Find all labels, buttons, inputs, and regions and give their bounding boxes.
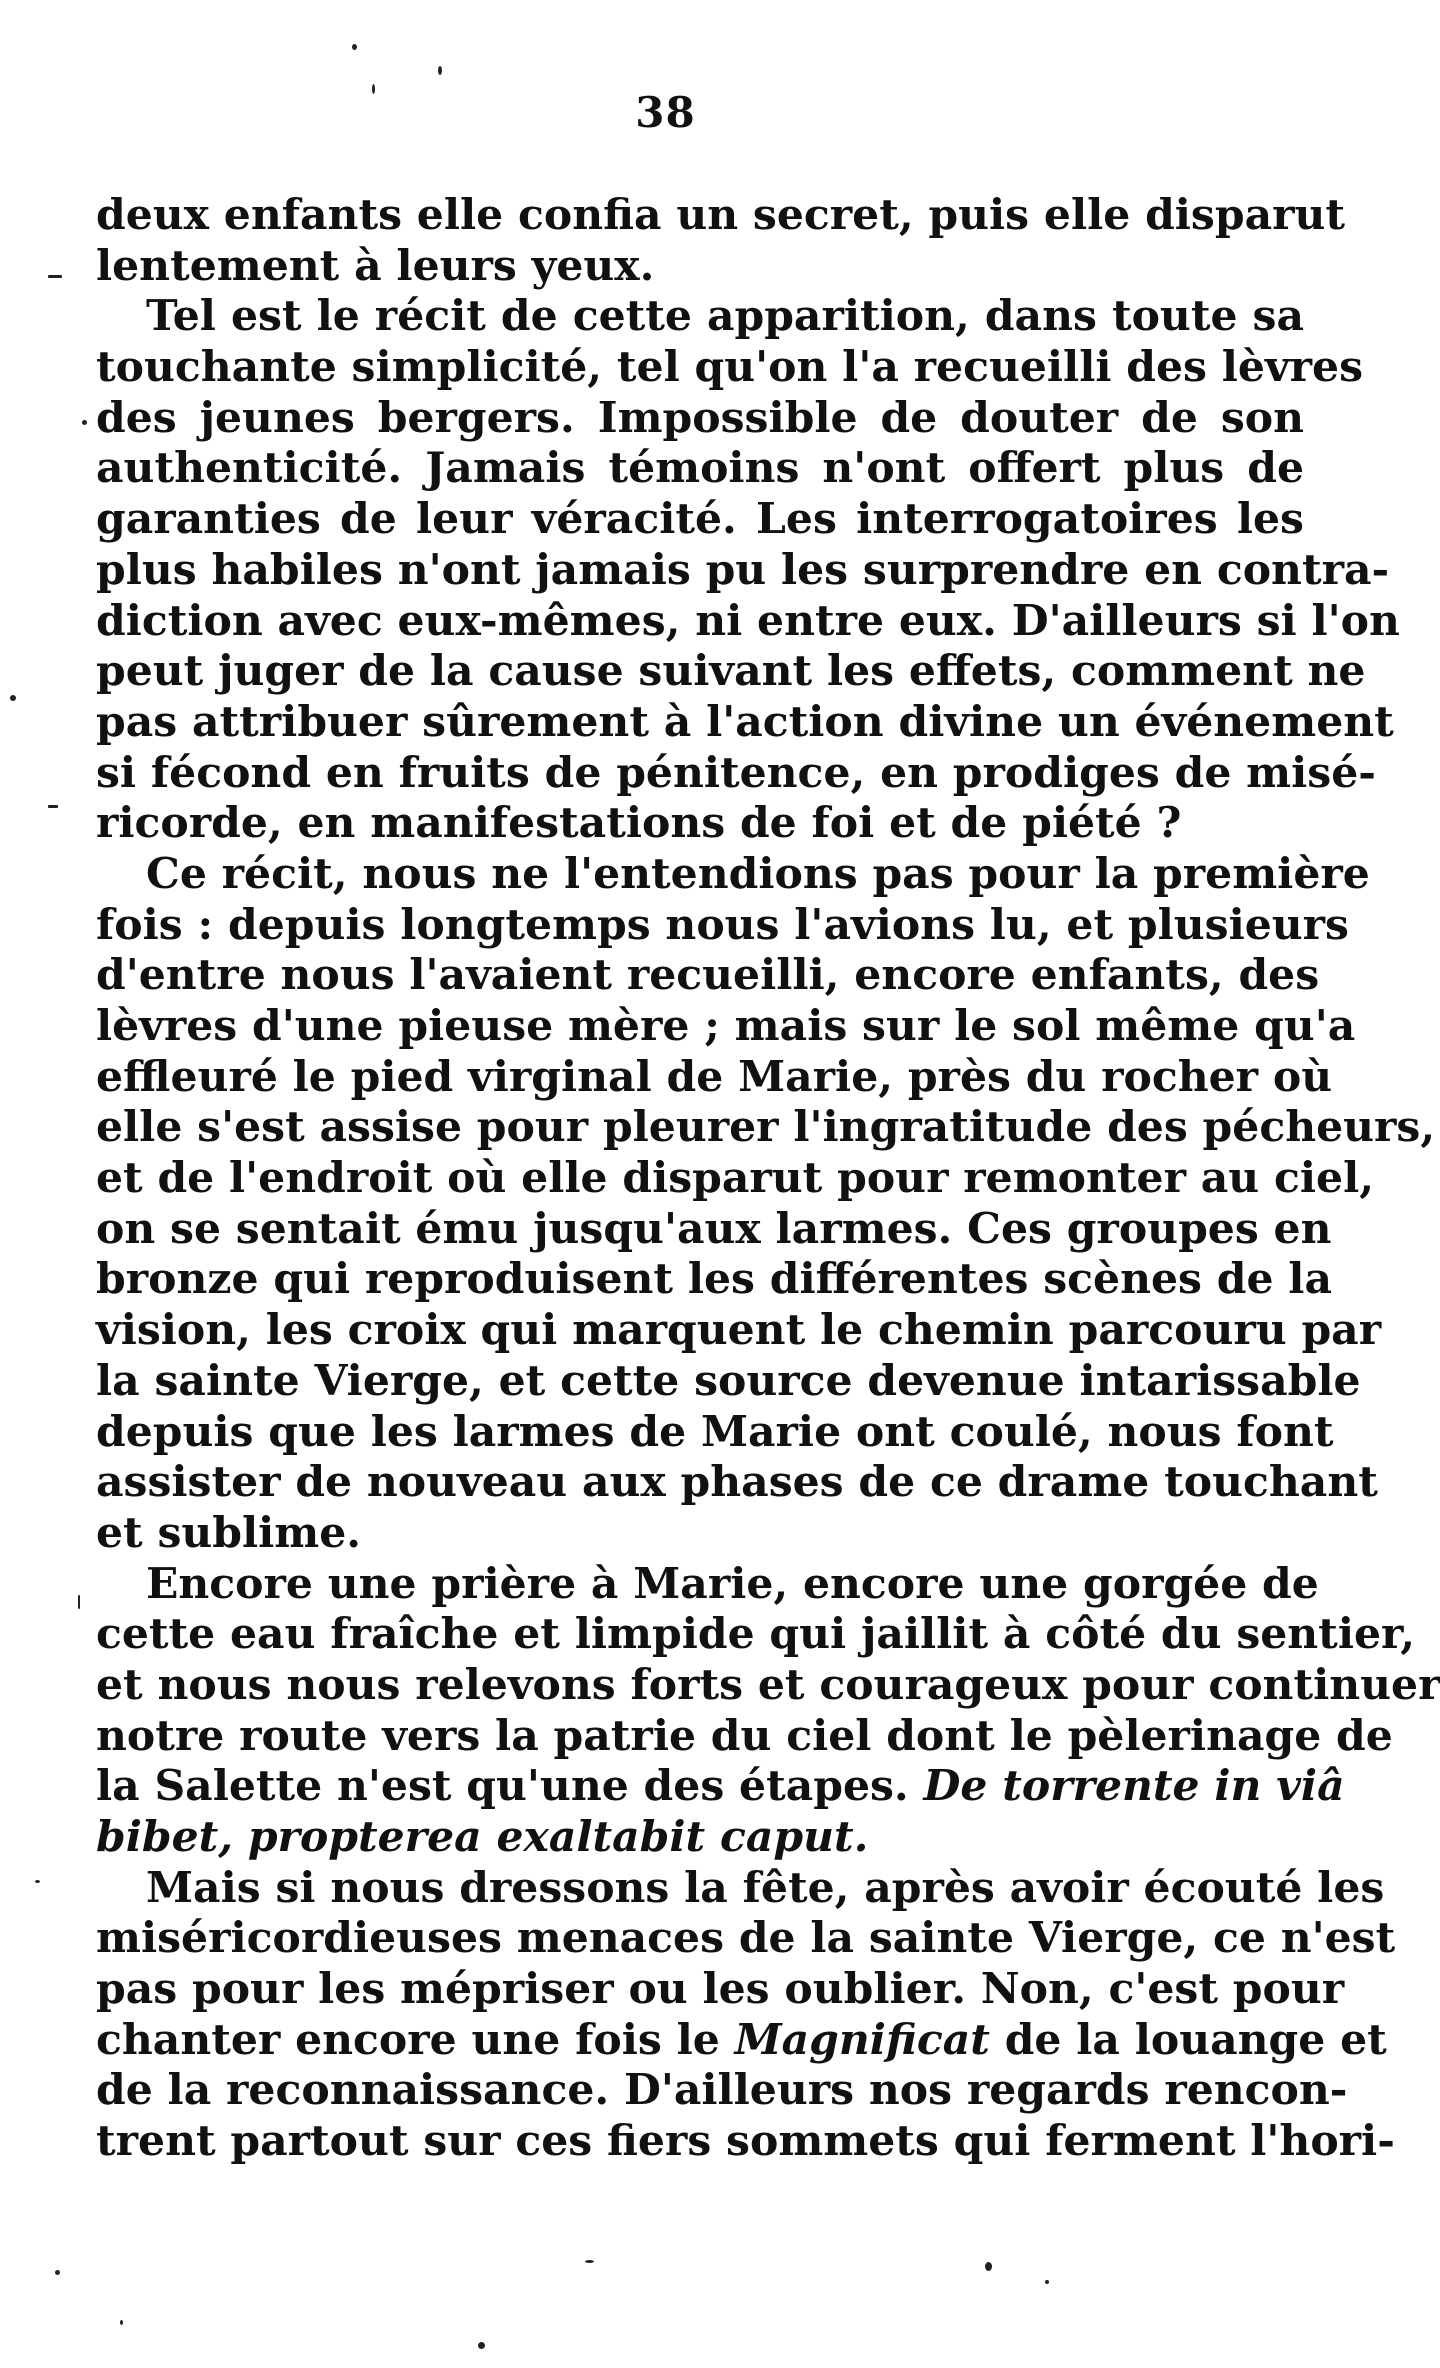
text-line: lèvres d'une pieuse mère ; mais sur le sol même qu'a [96, 1001, 1356, 1051]
text-line: effleuré le pied virginal de Marie, près du rocher où [96, 1051, 1333, 1102]
text-line: Ce récit, nous ne l'entendions pas pour la première [146, 848, 1370, 899]
text-line-mixed [96, 2014, 1387, 2066]
text-line: la sainte Vierge, et cette source devenue intarissable [96, 1355, 1361, 1406]
text-line: ricorde, en manifestations de foi et de piété ? [96, 798, 1182, 849]
text-line: touchante simplicité, tel qu'on l'a recueilli des lèvres [96, 342, 1364, 393]
text-line: et nous nous relevons forts et courageux pour continuer [96, 1659, 1440, 1710]
text-line: plus habiles n'ont jamais pu les surprendre en contra- [96, 544, 1390, 595]
latin-quote-line: bibet, propterea exaltabit caput. [96, 1812, 869, 1862]
text-line: diction avec eux-mêmes, ni entre eux. D'ailleurs si l'on [96, 595, 1400, 646]
scan-speck [438, 66, 442, 75]
page-number: 38 [635, 88, 696, 137]
text-line: peut juger de la cause suivant les effets, comment ne [96, 646, 1366, 697]
scan-speck [372, 84, 375, 94]
text-line: pas attribuer sûrement à l'action divine un événement [96, 696, 1394, 747]
scan-speck [985, 2262, 992, 2271]
scan-speck [10, 695, 16, 701]
scan-speck [478, 2342, 485, 2349]
text-line: et de l'endroit où elle disparut pour remonter au ciel, [96, 1153, 1375, 1204]
scan-speck [55, 2270, 60, 2275]
text-line: authenticité. Jamais témoins n'ont offert plus de [96, 443, 1304, 494]
text-line: fois : depuis longtemps nous l'avions lu, et plusieurs [96, 899, 1349, 950]
scan-speck [120, 2320, 123, 2325]
latin-quote: De torrente in viâ [923, 1761, 1345, 1812]
text-segment: chanter encore une fois le [96, 2014, 720, 2065]
text-line: Tel est le récit de cette apparition, dans toute sa [146, 291, 1304, 342]
text-line: miséricordieuses menaces de la sainte Vierge, ce n'est [96, 1913, 1396, 1964]
scan-speck [48, 805, 58, 808]
text-segment: la Salette n'est qu'une des étapes. [96, 1761, 909, 1812]
text-line: Encore une prière à Marie, encore une gorgée de [146, 1558, 1319, 1609]
text-line: et sublime. [96, 1507, 362, 1558]
text-line: lentement à leurs yeux. [96, 240, 655, 291]
text-line: trent partout sur ces fiers sommets qui ferment l'hori- [96, 2116, 1395, 2167]
text-line: elle s'est assise pour pleurer l'ingratitude des pécheurs, [96, 1102, 1436, 1153]
text-line: si fécond en fruits de pénitence, en prodiges de misé- [96, 747, 1376, 798]
scan-speck [352, 44, 357, 50]
scan-speck [35, 1880, 40, 1883]
text-line: notre route vers la patrie du ciel dont le pèlerinage de [96, 1710, 1393, 1761]
text-line: assister de nouveau aux phases de ce drame touchant [96, 1457, 1378, 1508]
text-line: bronze qui reproduisent les différentes scènes de la [96, 1254, 1332, 1305]
scan-speck [585, 2260, 594, 2263]
scan-speck [78, 1595, 80, 1609]
text-line: Mais si nous dressons la fête, après avoir écouté les [146, 1862, 1385, 1913]
text-line: depuis que les larmes de Marie ont coulé, nous font [96, 1406, 1334, 1457]
scan-speck [82, 420, 87, 425]
text-line: on se sentait ému jusqu'aux larmes. Ces groupes en [96, 1203, 1332, 1254]
text-line: pas pour les mépriser ou les oublier. Non, c'est pour [96, 1964, 1345, 2015]
text-line: des jeunes bergers. Impossible de douter de son [96, 392, 1304, 443]
text-line: deux enfants elle confia un secret, puis elle disparut [96, 190, 1346, 240]
text-line: cette eau fraîche et limpide qui jaillit à côté du sentier, [96, 1609, 1416, 1660]
scan-speck [1045, 2280, 1049, 2284]
text-line-mixed [96, 1761, 1345, 1812]
body-text [96, 190, 1440, 2167]
scan-speck [48, 275, 62, 278]
magnificat-word: Magnificat [734, 2014, 990, 2065]
text-line: d'entre nous l'avaient recueilli, encore enfants, des [96, 950, 1320, 1001]
text-line: vision, les croix qui marquent le chemin parcouru par [96, 1305, 1382, 1356]
text-line: garanties de leur véracité. Les interrogatoires les [96, 494, 1304, 545]
text-line: de la reconnaissance. D'ailleurs nos regards rencon- [96, 2065, 1348, 2116]
text-segment: de la louange et [1004, 2014, 1387, 2065]
